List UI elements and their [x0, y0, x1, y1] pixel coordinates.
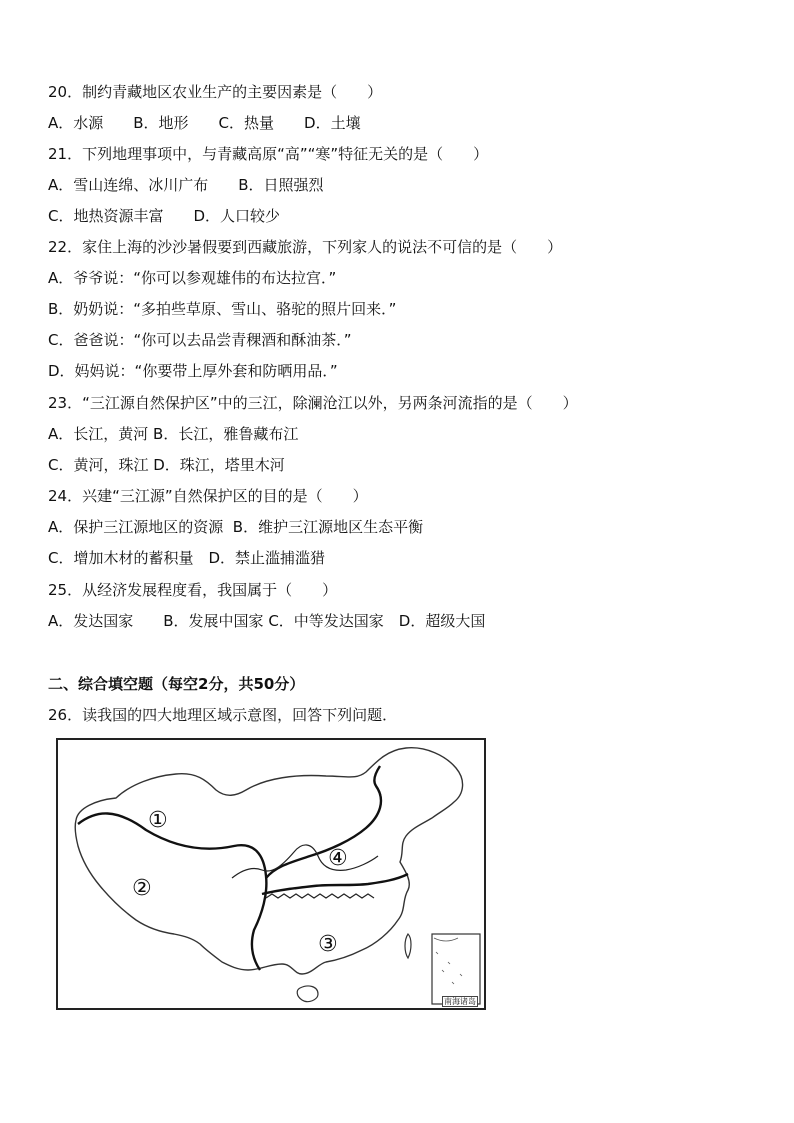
question-22-option-b: B．奶奶说：“多拍些草原、雪山、骆驼的照片回来．” [48, 300, 397, 318]
question-23-stem: 23．“三江源自然保护区”中的三江，除澜沧江以外，另两条河流指的是（ ） [48, 394, 578, 412]
question-24-options-2: C．增加木材的蓄积量 D．禁止滥捕滥猎 [48, 549, 326, 567]
question-25-options: A．发达国家 B．发展中国家 C．中等发达国家 D．超级大国 [48, 612, 486, 630]
question-22-option-c: C．爸爸说：“你可以去品尝青稞酒和酥油茶．” [48, 331, 352, 349]
question-22-option-d: D．妈妈说：“你要带上厚外套和防晒用品．” [48, 362, 338, 380]
map-drawing [56, 738, 486, 1010]
question-24-stem: 24．兴建“三江源”自然保护区的目的是（ ） [48, 487, 368, 505]
south-china-sea-inset [432, 934, 480, 1004]
south-china-sea-label: 南海诸岛 [444, 997, 476, 1006]
question-22-option-a: A．爷爷说：“你可以参观雄伟的布达拉宫．” [48, 269, 337, 287]
question-23-options-1: A．长江，黄河 B．长江，雅鲁藏布江 [48, 425, 299, 443]
region-2-label: ② [132, 876, 152, 901]
question-23-options-2: C．黄河，珠江 D．珠江，塔里木河 [48, 456, 285, 474]
region-3-label: ③ [318, 932, 338, 957]
region-4-label: ④ [328, 846, 348, 871]
question-21-stem: 21．下列地理事项中，与青藏高原“高”“寒”特征无关的是（ ） [48, 145, 489, 163]
region-1-label: ① [148, 808, 168, 833]
section-2-heading: 二、综合填空题（每空2分，共50分） [48, 675, 305, 693]
question-21-options-2: C．地热资源丰富 D．人口较少 [48, 207, 281, 225]
question-22-stem: 22．家住上海的沙沙暑假要到西藏旅游，下列家人的说法不可信的是（ ） [48, 238, 563, 256]
question-20-stem: 20．制约青藏地区农业生产的主要因素是（ ） [48, 83, 383, 101]
china-regions-map [56, 738, 486, 1010]
question-20-options: A．水源 B．地形 C．热量 D．土壤 [48, 114, 361, 132]
question-24-options-1: A．保护三江源地区的资源 B．维护三江源地区生态平衡 [48, 518, 424, 536]
question-25-stem: 25．从经济发展程度看，我国属于（ ） [48, 581, 338, 599]
question-26-stem: 26．读我国的四大地理区域示意图，回答下列问题． [48, 706, 398, 724]
question-21-options-1: A．雪山连绵、冰川广布 B．日照强烈 [48, 176, 324, 194]
